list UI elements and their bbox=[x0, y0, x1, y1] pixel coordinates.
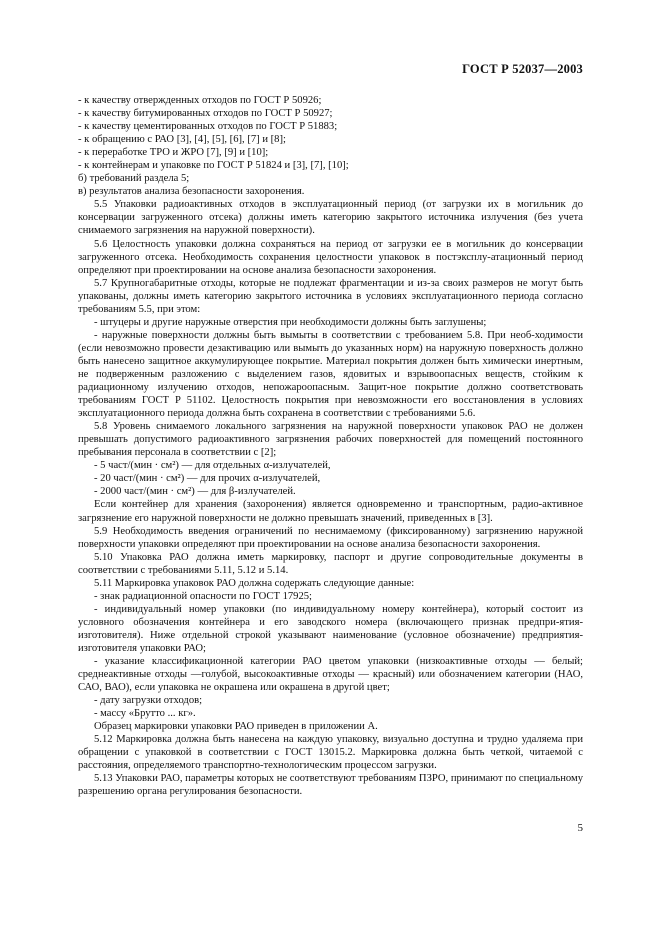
body-text bbox=[78, 94, 583, 799]
page-number: 5 bbox=[577, 822, 583, 834]
paragraph: - к переработке ТРО и ЖРО [7], [9] и [10]; bbox=[78, 147, 269, 159]
paragraph: 5.5 Упаковки радиоактивных отходов в эксплуатационный период (от загрузки их в могильник до консервации загруженного отсека) должны иметь категорию закрытого источника излучения (без учета снимаемого загрязнения на наружной поверхности). bbox=[78, 199, 583, 237]
paragraph: Образец маркировки упаковки РАО приведен в приложении А. bbox=[94, 721, 378, 733]
paragraph: - массу «Брутто ... кг». bbox=[94, 708, 196, 720]
paragraph: - к качеству отвержденных отходов по ГОСТ Р 50926; bbox=[78, 95, 322, 106]
paragraph: в) результатов анализа безопасности захоронения. bbox=[78, 186, 305, 198]
document-code-header: ГОСТ Р 52037—2003 bbox=[462, 62, 583, 76]
paragraph: - 5 част/(мин · см²) — для отдельных α-излучателей, bbox=[94, 460, 331, 472]
paragraph: - наружные поверхности должны быть вымыты в соответствии с требованием 5.8. При необ-ходимости (если невозможно провести дезактивацию или вымыть до указанных норм) на наружную поверхность должно быть нанесено защитное аккумулирующее покрытие. Материал покрытия должен быть химически инертным, не подверженным разложению с выделением газов, ядовитых и взрывоопасных веществ, стойким к радиационному излучению отходов, непожароопасным. Защит-ное покрытие должно соответствовать требованиям ГОСТ Р 51102. Целостность покрытия при невозможности его восстановления в условиях эксплуатационного периода должна быть сохранена в соответствии с требованиями 5.6. bbox=[78, 329, 583, 420]
paragraph: 5.7 Крупногабаритные отходы, которые не подлежат фрагментации и из-за своих размеров не могут быть упакованы, должны иметь категорию закрытого источника в условиях эксплуатационного периода согласно требованиям 5.5, при этом: bbox=[78, 277, 583, 315]
paragraph: 5.13 Упаковки РАО, параметры которых не соответствуют требованиям ПЗРО, принимают по специальному разрешению органа регулирования безопасности. bbox=[78, 773, 583, 798]
paragraph: - дату загрузки отходов; bbox=[94, 695, 203, 707]
paragraph: Если контейнер для хранения (захоронения) является одновременно и транспортным, радио-активное загрязнение его наружной поверхности не должно превышать значений, приведенных в [3]. bbox=[78, 499, 583, 524]
paragraph: - к контейнерам и упаковке по ГОСТ Р 51824 и [3], [7], [10]; bbox=[78, 160, 349, 172]
paragraph: - индивидуальный номер упаковки (по индивидуальному номеру контейнера), который состоит из условного обозначения контейнера и его заводского номера (включающего признак предпри-ятия-изготовителя). Ниже отдельной строкой указывают наименование (условное обозначение) предприятия-изготовителя упаковки РАО; bbox=[78, 603, 583, 654]
paragraph: - к обращению с РАО [3], [4], [5], [6], [7] и [8]; bbox=[78, 134, 286, 146]
paragraph: 5.11 Маркировка упаковок РАО должна содержать следующие данные: bbox=[94, 577, 415, 589]
paragraph: - знак радиационной опасности по ГОСТ 17925; bbox=[94, 590, 312, 602]
paragraph: 5.6 Целостность упаковки должна сохраняться на период от загрузки ее в могильник до консервации загруженного отсека. Необходимость сохранения целостности упаковок в постэксплу-атационный период определяют при проектировании на основе анализа безопасности захоронения. bbox=[78, 238, 583, 276]
paragraph: 5.9 Необходимость введения ограничений по неснимаемому (фиксированному) загрязнению наружной поверхности упаковки определяют при проектировании на основе анализа безопасности захоронения. bbox=[78, 525, 583, 550]
paragraph: б) требований раздела 5; bbox=[78, 173, 190, 185]
paragraph: - штуцеры и другие наружные отверстия при необходимости должны быть заглушены; bbox=[94, 316, 487, 328]
paragraph: 5.12 Маркировка должна быть нанесена на каждую упаковку, визуально доступна и трудно удаляема при обращении с упаковкой в соответствии с ГОСТ 13015.2. Маркировка должна быть четкой, читаемой с расстояния, определяемого транспортно-технологическим процессом загрузки. bbox=[78, 734, 583, 772]
paragraph: - к качеству битумированных отходов по ГОСТ Р 50927; bbox=[78, 108, 333, 120]
paragraph: - к качеству цементированных отходов по ГОСТ Р 51883; bbox=[78, 121, 338, 133]
paragraph: - 2000 част/(мин · см²) — для β-излучателей. bbox=[94, 486, 296, 498]
paragraph: 5.8 Уровень снимаемого локального загрязнения на наружной поверхности упаковок РАО не должен превышать допустимого радиоактивного загрязнения рабочих поверхностей для помещений постоянного пребывания персонала в соответствии с [2]; bbox=[78, 421, 583, 459]
paragraph: - указание классификационной категории РАО цветом упаковки (низкоактивные отходы — белый; среднеактивные отходы —голубой, высокоактивные отходы — красный) или обозначением категории (НАО, САО, ВАО), если упаковка не окрашена или окрашена в другой цвет; bbox=[78, 656, 583, 694]
paragraph: 5.10 Упаковка РАО должна иметь маркировку, паспорт и другие сопроводительные документы в соответствии с требованиями 5.11, 5.12 и 5.14. bbox=[78, 551, 583, 576]
paragraph: - 20 част/(мин · см²) — для прочих α-излучателей, bbox=[94, 473, 321, 485]
